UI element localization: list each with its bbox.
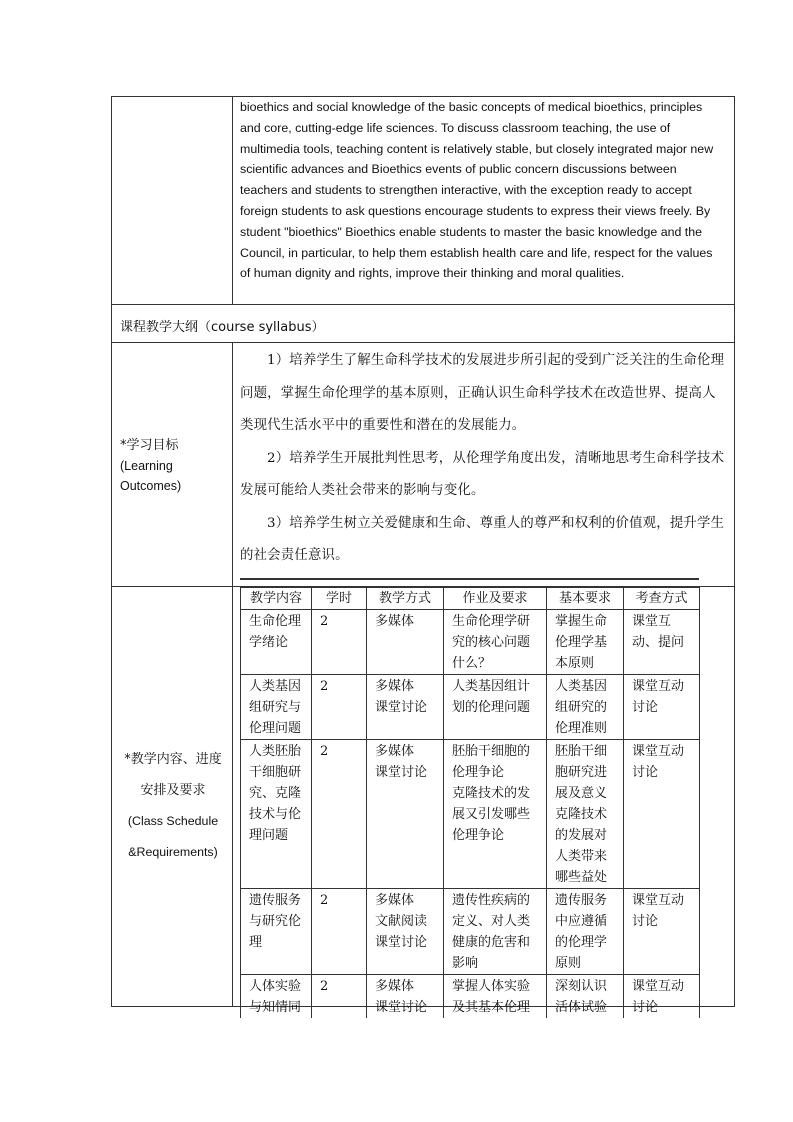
schedule-label-en1: (Class Schedule <box>127 814 219 828</box>
outcome-item: 2）培养学生开展批判性思考，从伦理学角度出发，清晰地思考生命科学技术发展可能给人类社会带来的影响与变化。 <box>240 450 725 498</box>
header-cell: 考查方式 <box>624 588 700 610</box>
header-cell: 教学内容 <box>241 588 312 610</box>
header-cell: 基本要求 <box>547 588 624 610</box>
cell-basic-req: 胚胎干细胞研究进展及意义克隆技术的发展对人类带来哪些益处 <box>547 740 624 889</box>
frame-line-mid-1 <box>232 96 233 305</box>
cell-assignment: 遗传性疾病的定义、对人类健康的危害和影响 <box>444 889 547 975</box>
table-header-row <box>241 588 700 610</box>
cell-hours: 2 <box>312 610 367 675</box>
learning-outcomes-text <box>240 345 726 573</box>
cell-hours: 2 <box>312 889 367 975</box>
table-row <box>241 889 700 975</box>
cell-assignment: 人类基因组计划的伦理问题 <box>444 675 547 740</box>
frame-line-after-intro <box>111 304 735 305</box>
cell-assessment: 课堂互动、提问 <box>624 610 700 675</box>
cell-method: 多媒体 文献阅读 课堂讨论 <box>367 889 444 975</box>
cell-hours: 2 <box>312 675 367 740</box>
header-cell: 教学方式 <box>367 588 444 610</box>
cell-basic-req: 深刻认识活体试验 <box>547 975 624 1019</box>
cell-assignment: 胚胎干细胞的伦理争论 克隆技术的发展又引发哪些伦理争论 <box>444 740 547 889</box>
header-cell: 作业及要求 <box>444 588 547 610</box>
learning-outcomes-label <box>120 436 230 496</box>
cell-assessment: 课堂互动讨论 <box>624 740 700 889</box>
cell-method: 多媒体 <box>367 610 444 675</box>
header-cell: 学时 <box>312 588 367 610</box>
schedule-table <box>240 587 700 1018</box>
cell-method: 多媒体 课堂讨论 <box>367 740 444 889</box>
table-row <box>241 675 700 740</box>
frame-line-after-syllabus <box>111 342 735 343</box>
cell-content: 人类胚胎干细胞研究、克隆技术与伦理问题 <box>241 740 312 889</box>
frame-line-mid-2 <box>232 342 233 1007</box>
cell-assignment: 掌握人体实验及其基本伦理 <box>444 975 547 1019</box>
schedule-label-cn1: *教学内容、进度 <box>124 752 222 767</box>
cell-assignment: 生命伦理学研究的核心问题什么？ <box>444 610 547 675</box>
learning-outcomes-label-en2: Outcomes) <box>120 479 182 493</box>
cell-assessment: 课堂互动讨论 <box>624 975 700 1019</box>
outcome-item: 1）培养学生了解生命科学技术的发展进步所引起的受到广泛关注的生命伦理问题，掌握生命伦理学的基本原则，正确认识生命科学技术在改造世界、提高人类现代生活水平中的重要性和潜在的发展能力。 <box>240 353 725 433</box>
table-row <box>241 740 700 889</box>
table-row <box>241 975 700 1019</box>
schedule-label-en2: &Requirements) <box>128 845 218 859</box>
cell-assessment: 课堂互动讨论 <box>624 889 700 975</box>
cell-basic-req: 遗传服务中应遵循的伦理学原则 <box>547 889 624 975</box>
cell-content: 遗传服务与研究伦理 <box>241 889 312 975</box>
cell-content: 人体实验与知情同 <box>241 975 312 1019</box>
schedule-label-cn2: 安排及要求 <box>140 783 206 798</box>
inner-line-outcomes <box>240 578 699 580</box>
cell-content: 生命伦理学绪论 <box>241 610 312 675</box>
outcome-item: 3）培养学生树立关爱健康和生命、尊重人的尊严和权利的价值观，提升学生的社会责任意识。 <box>240 515 725 563</box>
cell-content: 人类基因组研究与伦理问题 <box>241 675 312 740</box>
cell-assessment: 课堂互动讨论 <box>624 675 700 740</box>
syllabus-label: 课程教学大纲（course syllabus） <box>120 320 325 335</box>
cell-method: 多媒体 课堂讨论 <box>367 975 444 1019</box>
frame-line-right <box>734 96 735 1007</box>
cell-hours: 2 <box>312 975 367 1019</box>
learning-outcomes-label-en1: (Learning <box>120 459 173 473</box>
cell-basic-req: 掌握生命伦理学基本原则 <box>547 610 624 675</box>
table-row <box>241 610 700 675</box>
cell-basic-req: 人类基因组研究的伦理准则 <box>547 675 624 740</box>
cell-hours: 2 <box>312 740 367 889</box>
frame-line-left <box>111 96 112 1007</box>
cell-method: 多媒体 课堂讨论 <box>367 675 444 740</box>
learning-outcomes-label-cn: *学习目标 <box>120 438 179 453</box>
intro-paragraph: bioethics and social knowledge of the basic concepts of medical bioethics, principles and core, cutting-edge life sciences. To discuss classroom teaching, the use of multimedia tools, teaching content is relatively stable, but closely integrated major new scientific advances and Bioethics events of public concern discussions between teachers and students to strengthen interactive, with the exception ready to accept foreign students to ask questions encourage students to express their views freely. By student "bioethics" Bioethics enable students to master the basic knowledge and the Council, in particular, to help them establish health care and life, respect for the values of human dignity and rights, improve their thinking and moral qualities. <box>240 100 714 281</box>
schedule-label <box>116 744 230 868</box>
